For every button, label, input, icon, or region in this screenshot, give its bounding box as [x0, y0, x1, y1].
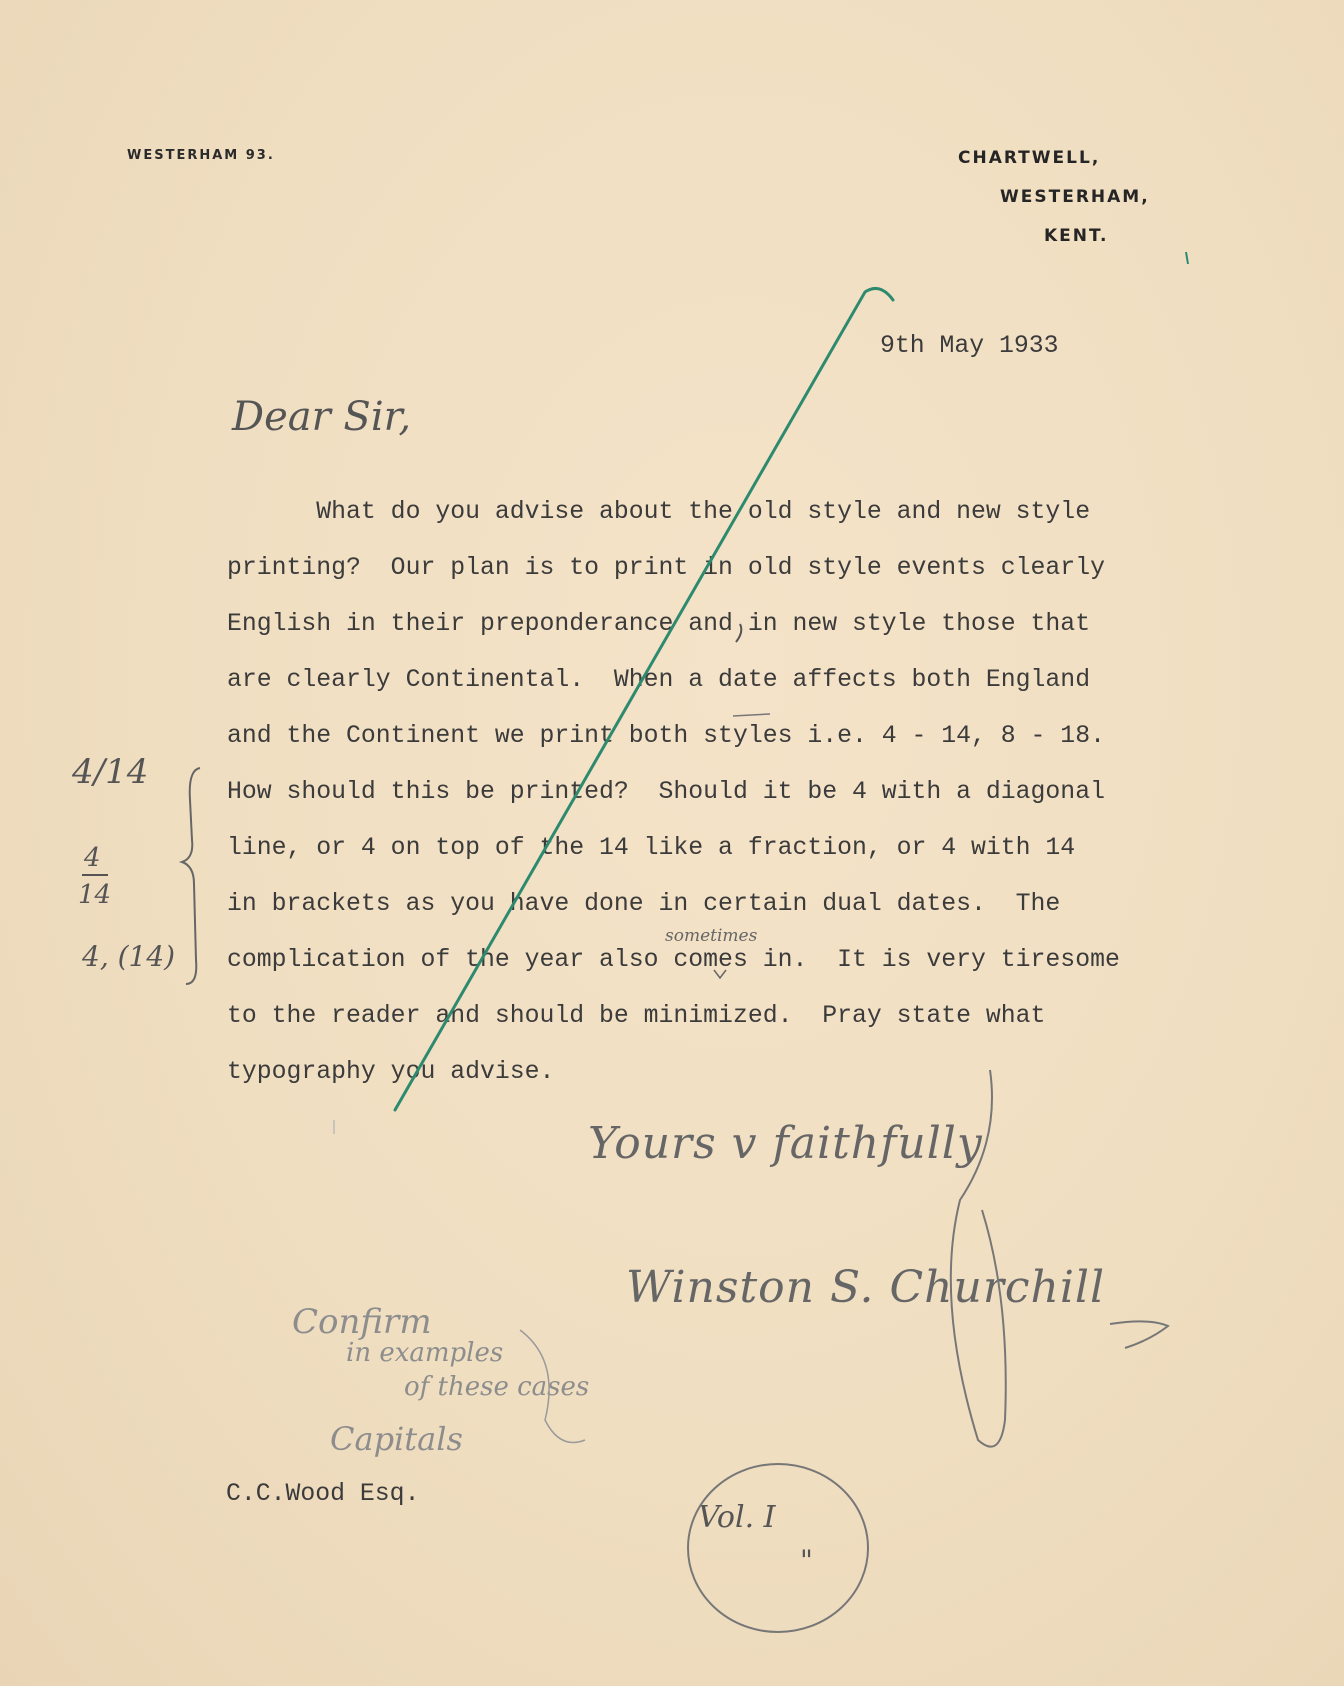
body-line-6: How should this be printed? Should it be 4 with a diagonal	[227, 778, 1105, 806]
body-line-1: What do you advise about the old style and new style	[227, 498, 1091, 526]
pencil-note-line-2: in examples	[346, 1338, 504, 1368]
margin-note-fraction-top: 4	[84, 843, 101, 873]
body-line-8: in brackets as you have done in certain dual dates. The	[227, 890, 1061, 918]
salutation: Dear Sir,	[232, 394, 412, 440]
pencil-note-line-4: Capitals	[330, 1420, 463, 1458]
body-line-7: line, or 4 on top of the 14 like a fraction, or 4 with 14	[227, 834, 1076, 862]
body-line-9: complication of the year also comes in. It is very tiresome	[227, 946, 1120, 974]
body-line-4: are clearly Continental. When a date affects both England	[227, 666, 1091, 694]
margin-curly-brace	[182, 768, 200, 984]
circled-note-line-2: "	[800, 1544, 813, 1577]
signature-tail-flourish	[1110, 1321, 1168, 1348]
circled-note-ring	[688, 1464, 868, 1632]
body-line-2: printing? Our plan is to print in old style events clearly	[227, 554, 1105, 582]
closing: Yours v faithfully	[588, 1118, 983, 1169]
pencil-note-line-3: of these cases	[404, 1372, 590, 1402]
body-line-5: and the Continent we print both styles i.e. 4 - 14, 8 - 18.	[227, 722, 1105, 750]
letter-date: 9th May 1933	[880, 332, 1059, 360]
margin-note-diagonal: 4/14	[72, 752, 149, 792]
signature: Winston S. Churchill	[626, 1262, 1106, 1313]
interlinear-insert: sometimes	[665, 926, 758, 946]
circled-note-line-1: Vol. I	[698, 1500, 776, 1535]
green-tick-mark	[1186, 252, 1188, 264]
pencil-note-line-1: Confirm	[292, 1302, 432, 1342]
margin-note-brackets: 4, (14)	[82, 940, 176, 973]
letter-body	[227, 484, 1120, 1100]
body-line-3: English in their preponderance and in new style those that	[227, 610, 1091, 638]
addressee: C.C.Wood Esq.	[226, 1480, 420, 1508]
margin-note-fraction-bottom: 14	[78, 880, 112, 910]
letterhead-address-line-1: CHARTWELL,	[958, 148, 1101, 168]
letterhead-phone: WESTERHAM 93.	[127, 148, 275, 163]
body-line-11: typography you advise.	[227, 1058, 555, 1086]
body-line-10: to the reader and should be minimized. Pray state what	[227, 1002, 1046, 1030]
letterhead-address-line-3: KENT.	[1044, 226, 1109, 246]
letterhead-address-line-2: WESTERHAM,	[1000, 187, 1150, 207]
